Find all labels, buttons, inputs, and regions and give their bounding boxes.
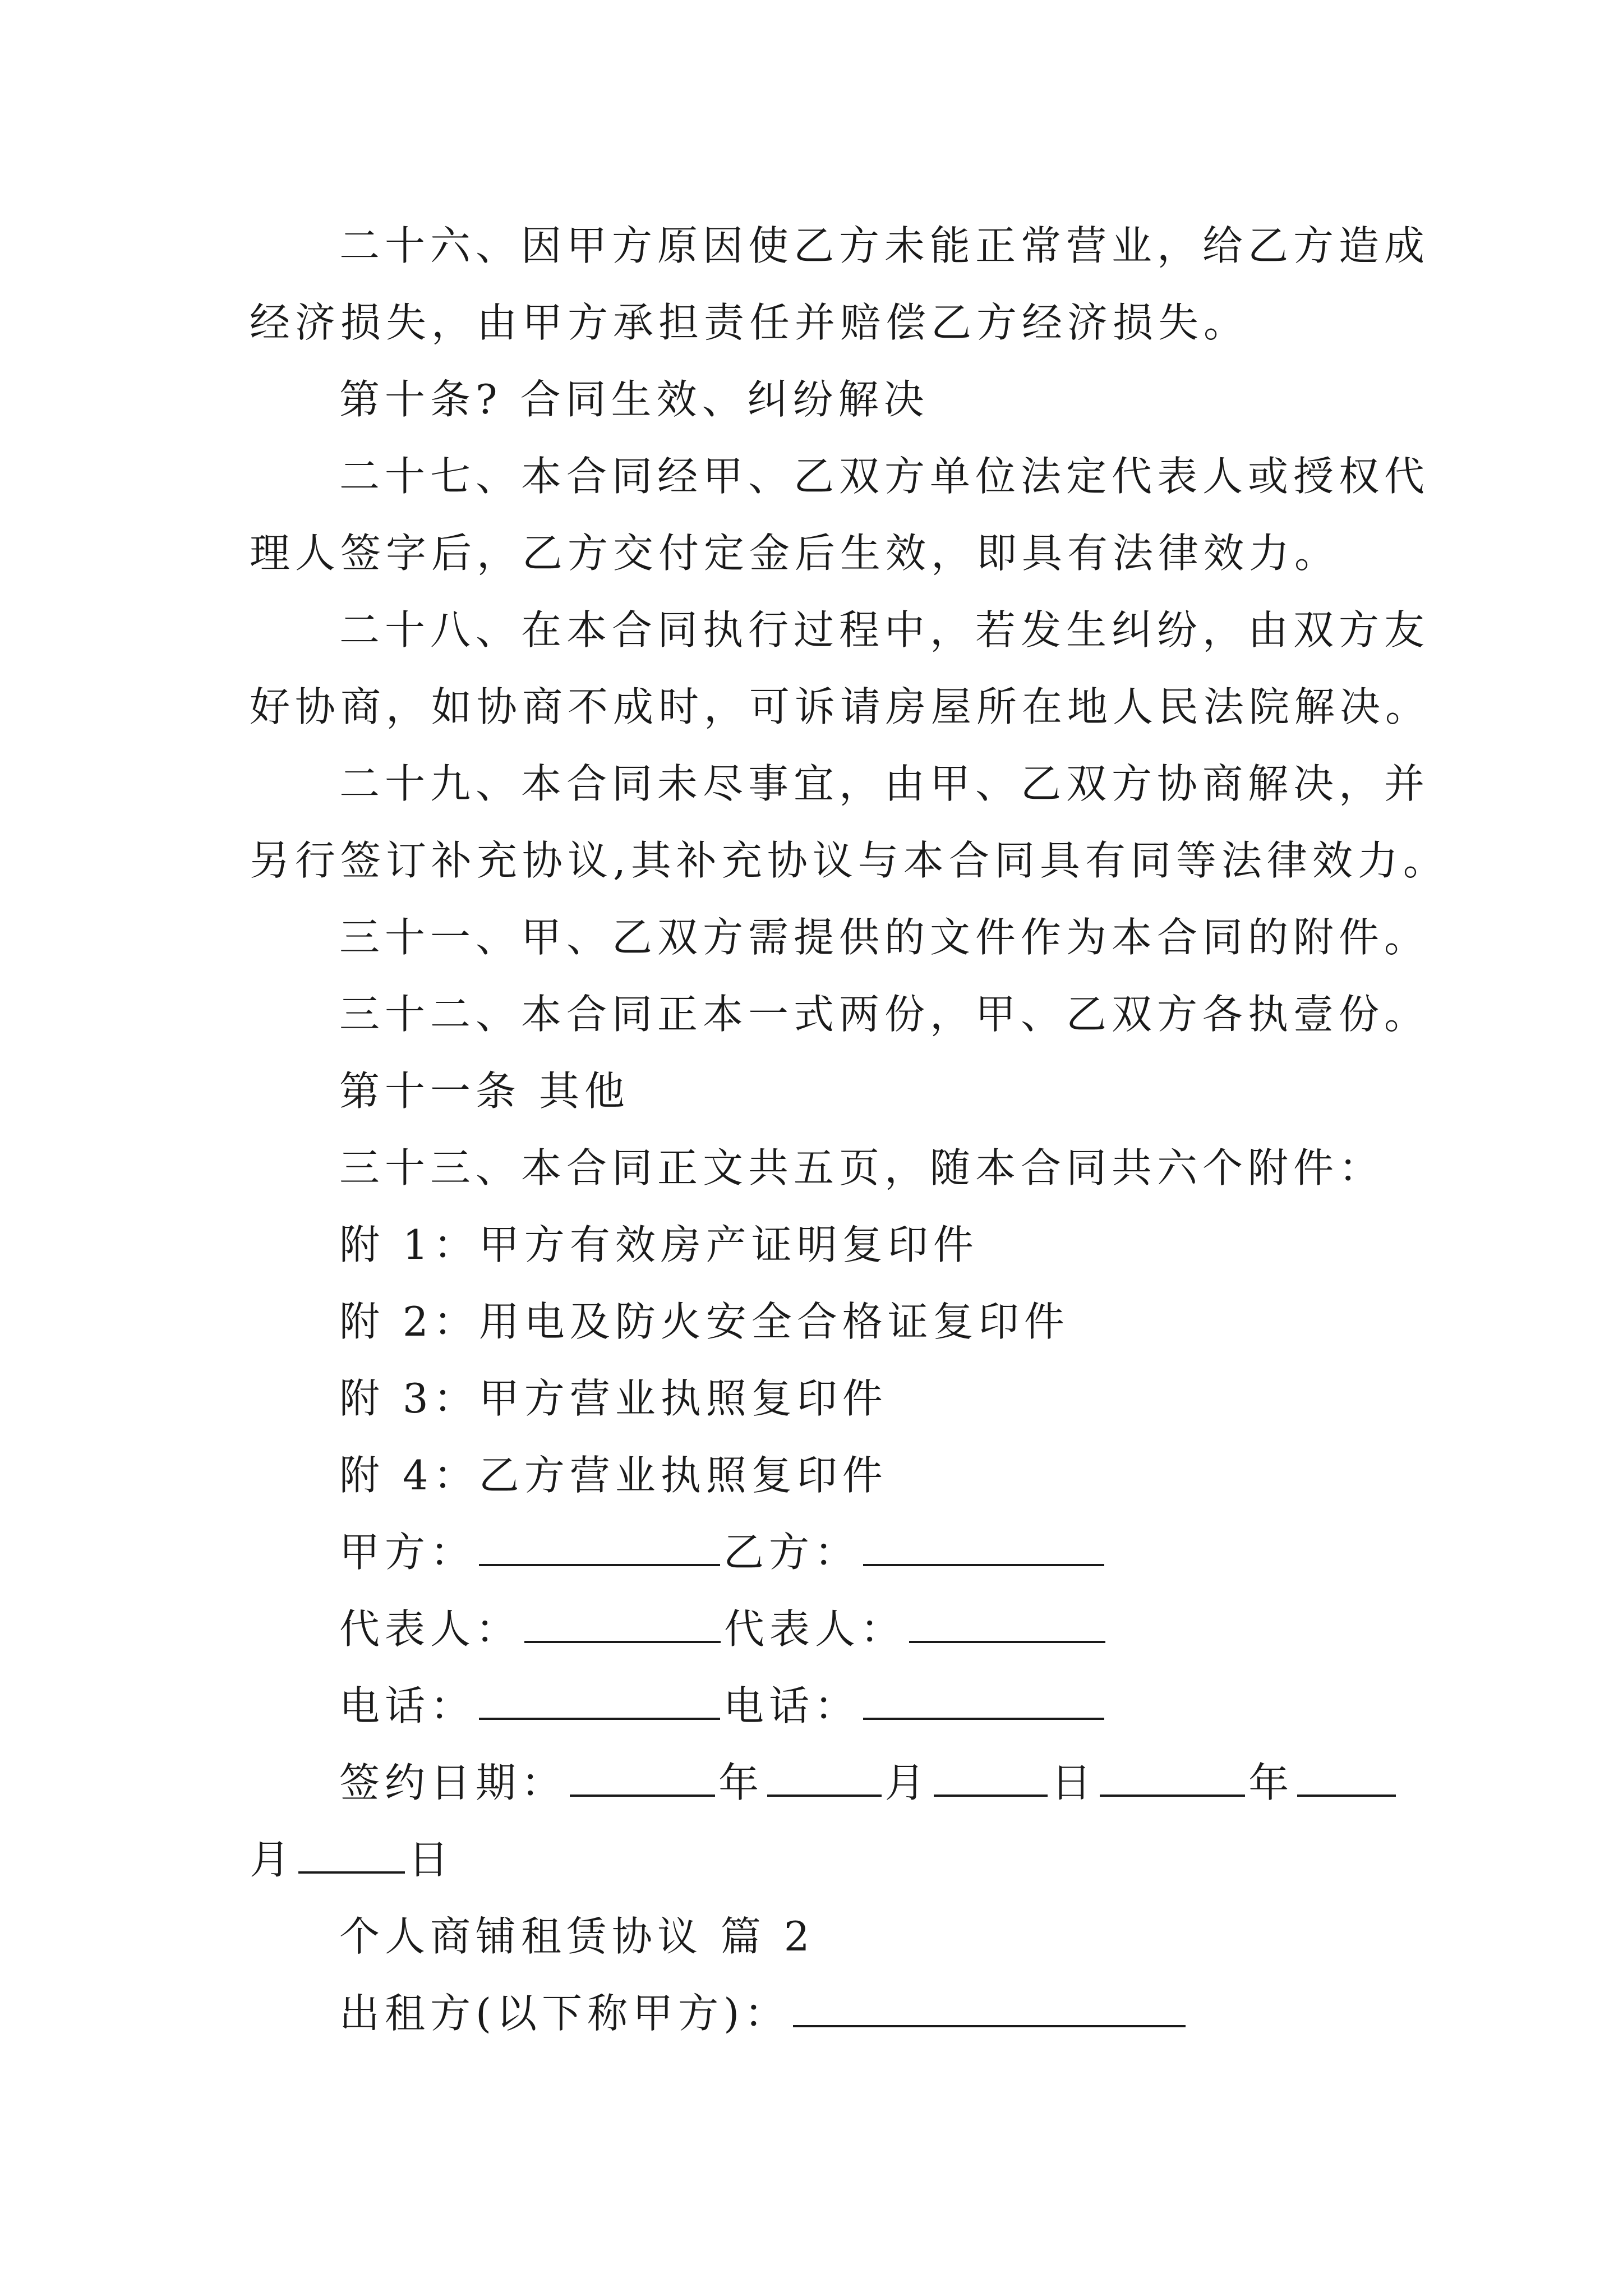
clause-29-line-2: 另行签订补充协议,其补充协议与本合同具有同等法律效力。 [250,837,1449,884]
clause-32: 三十二、本合同正本一式两份，甲、乙双方各执壹份。 [339,991,1430,1038]
attachment-1: 附 1：甲方有效房产证明复印件 [339,1221,979,1268]
year-a-label: 年 [718,1759,764,1806]
clause-27-line-1: 二十七、本合同经甲、乙双方单位法定代表人或授权代 [339,453,1430,500]
party-b-blank[interactable] [863,1563,1104,1566]
rep-a-label: 代表人： [339,1605,522,1653]
clause-33: 三十三、本合同正文共五页，随本合同共六个附件： [339,1144,1385,1191]
attachment-2: 附 2：用电及防火安全合格证复印件 [339,1298,1069,1345]
lessor-label: 出租方(以下称甲方)： [339,1990,790,2037]
day-b-blank[interactable] [298,1871,405,1874]
year-b-label: 年 [1248,1759,1294,1806]
phone-a-label: 电话： [339,1682,476,1729]
month-a-blank[interactable] [767,1794,882,1797]
article-10-heading: 第十条? 合同生效、纠纷解决 [339,376,929,423]
lessor-blank[interactable] [793,2024,1186,2027]
phone-b-label: 电话： [723,1682,860,1729]
attachment-3: 附 3：甲方营业执照复印件 [339,1375,888,1422]
section-2-title: 个人商铺租赁协议 篇 2 [339,1913,815,1960]
party-a-label: 甲方： [339,1529,476,1576]
day-a-blank[interactable] [934,1794,1048,1797]
phone-a-blank[interactable] [479,1717,720,1720]
rep-b-blank[interactable] [909,1640,1105,1643]
clause-28-line-1: 二十八、在本合同执行过程中，若发生纠纷，由双方友 [339,606,1430,654]
signing-date-row [250,1745,1399,1821]
clause-27-line-2: 理人签字后，乙方交付定金后生效，即具有法律效力。 [250,530,1340,577]
date-label: 签约日期： [339,1759,567,1806]
lessor-row [250,1975,1399,2052]
clause-31: 三十一、甲、乙双方需提供的文件作为本合同的附件。 [339,914,1430,961]
day-b-label: 日 [408,1836,454,1883]
signature-representative-row [250,1591,1399,1668]
month-a-label: 月 [884,1759,930,1806]
clause-26-line-1: 二十六、因甲方原因使乙方未能正常营业，给乙方造成 [339,222,1430,269]
rep-b-label: 代表人： [724,1605,906,1653]
signing-date-continuation [250,1821,1399,1898]
article-11-heading: 第十一条 其他 [339,1068,630,1115]
signature-party-row [250,1514,1399,1591]
party-a-blank[interactable] [479,1563,720,1566]
rep-a-blank[interactable] [524,1640,721,1643]
signature-phone-row [250,1668,1399,1745]
attachment-4: 附 4：乙方营业执照复印件 [339,1452,888,1499]
clause-28-line-2: 好协商，如协商不成时，可诉请房屋所在地人民法院解决。 [250,683,1431,730]
year-b-blank[interactable] [1100,1794,1245,1797]
phone-b-blank[interactable] [863,1717,1104,1720]
month-b-blank-partial[interactable] [1297,1794,1396,1797]
clause-29-line-1: 二十九、本合同未尽事宜，由甲、乙双方协商解决，并 [339,760,1430,807]
year-a-blank[interactable] [570,1794,715,1797]
party-b-label: 乙方： [723,1529,860,1576]
month-b-label: 月 [250,1836,296,1883]
day-a-label: 日 [1051,1759,1097,1806]
clause-26-line-2: 经济损失，由甲方承担责任并赔偿乙方经济损失。 [250,299,1249,346]
document-body [250,208,1449,2052]
